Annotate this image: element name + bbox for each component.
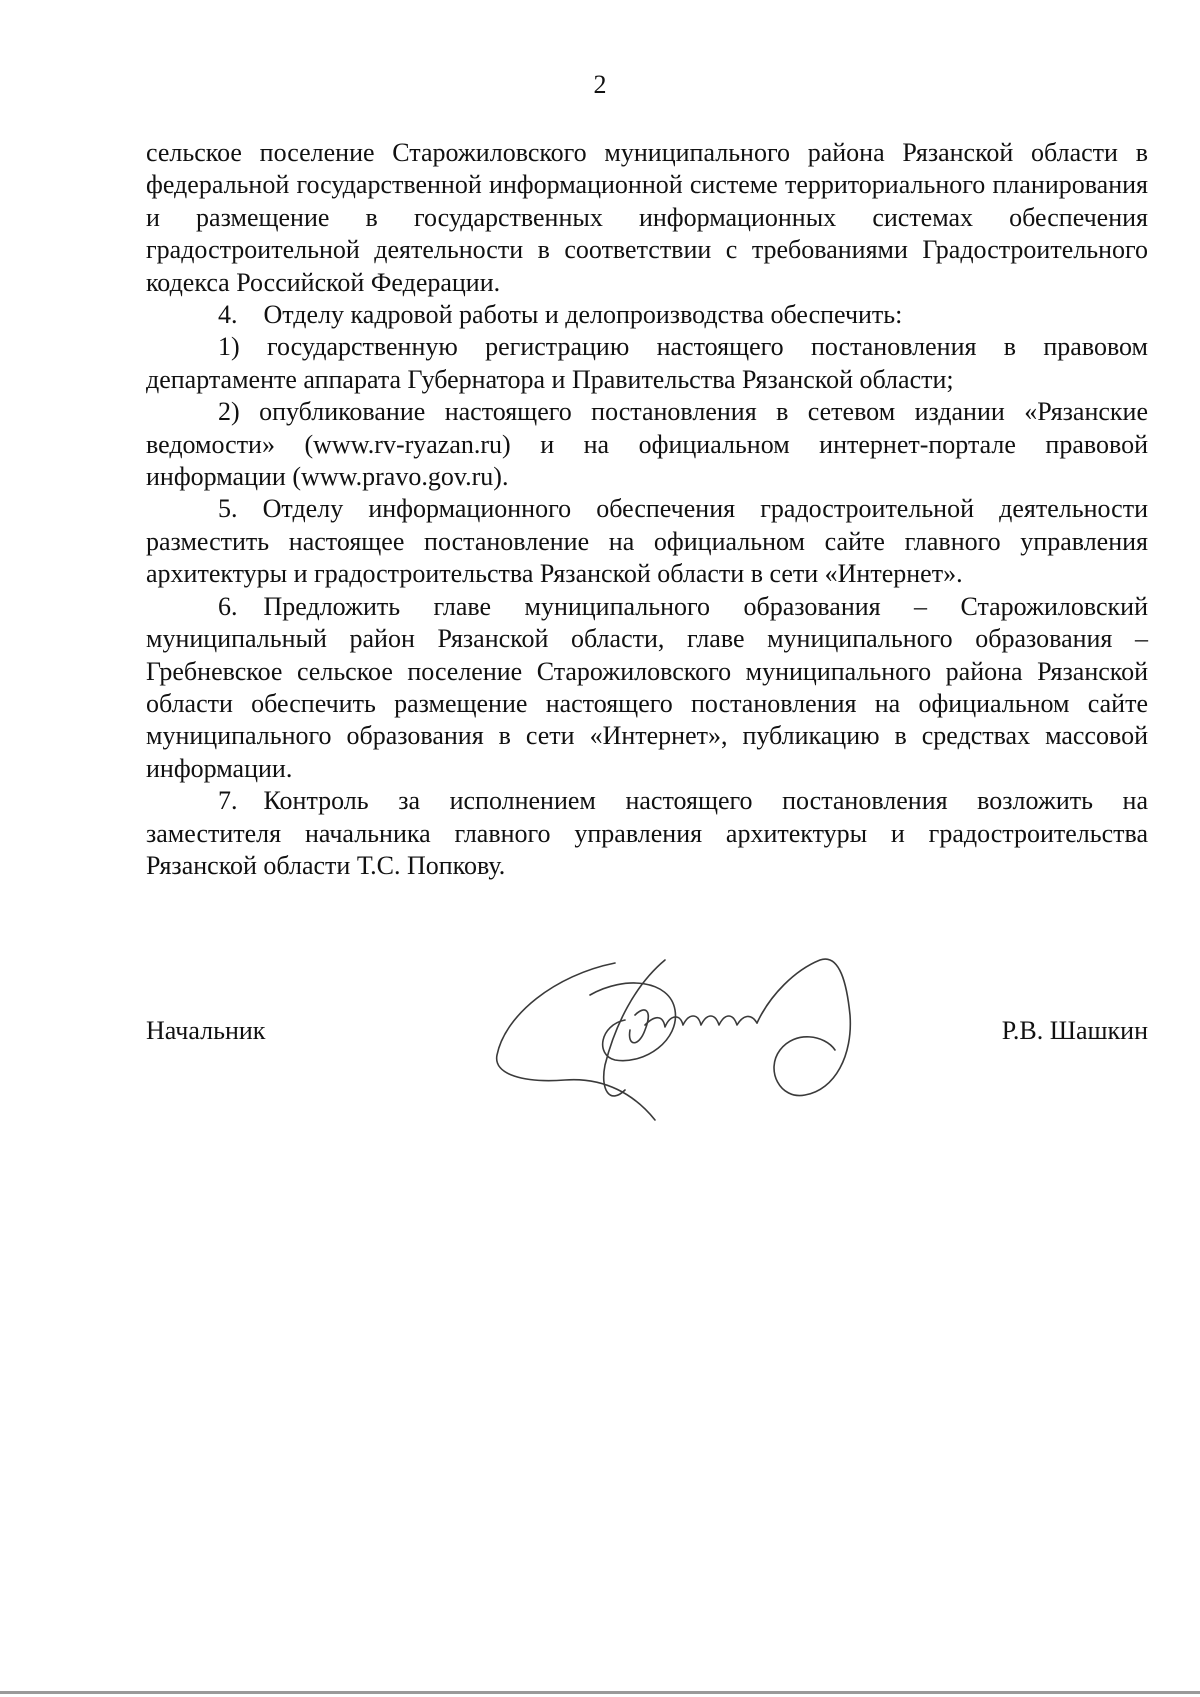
document-body xyxy=(146,137,1148,882)
paragraph-item-5: 5. Отделу информационного обеспечения градостроительной деятельности разместить настоящее постановление на официальном сайте главного управления архитектуры и градостроительства Рязанской области в сети «Интернет». xyxy=(146,494,1148,589)
page-number: 2 xyxy=(593,70,607,99)
paragraph-continuation: сельское поселение Старожиловского муниципального района Рязанской области в федеральной государственной информационной системе территориального планирования и размещение в государственных информационных системах обеспечения градостроительной деятельности в соответствии с требованиями Градостроительного кодекса Российской Федерации. xyxy=(146,138,1148,297)
paragraph-item-4-2: 2) опубликование настоящего постановления в сетевом издании «Рязанские ведомости» (www.rv-ryazan.ru) и на официальном интернет-портале правовой информации (www.pravo.gov.ru). xyxy=(146,397,1148,492)
page-bottom-edge xyxy=(0,1691,1200,1694)
handwritten-signature xyxy=(495,955,895,1125)
signatory-position: Начальник xyxy=(146,1016,266,1045)
paragraph-item-4: 4. Отделу кадровой работы и делопроизводства обеспечить: xyxy=(218,300,903,330)
paragraph-item-7: 7. Контроль за исполнением настоящего постановления возложить на заместителя начальника главного управления архитектуры и градостроительства Рязанской области Т.С. Попкову. xyxy=(146,786,1148,880)
paragraph-item-6: 6. Предложить главе муниципального образования – Старожиловский муниципальный район Рязанской области, главе муниципального образования – Гребневское сельское поселение Старожиловского муниципального района Рязанской области обеспечить размещение настоящего постановления на официальном сайте муниципального образования в сети «Интернет», публикацию в средствах массовой информации. xyxy=(146,591,1148,783)
signatory-name: Р.В. Шашкин xyxy=(1001,1016,1148,1045)
paragraph-item-4-1: 1) государственную регистрацию настоящего постановления в правовом департаменте аппарата Губернатора и Правительства Рязанской области; xyxy=(146,332,1148,394)
